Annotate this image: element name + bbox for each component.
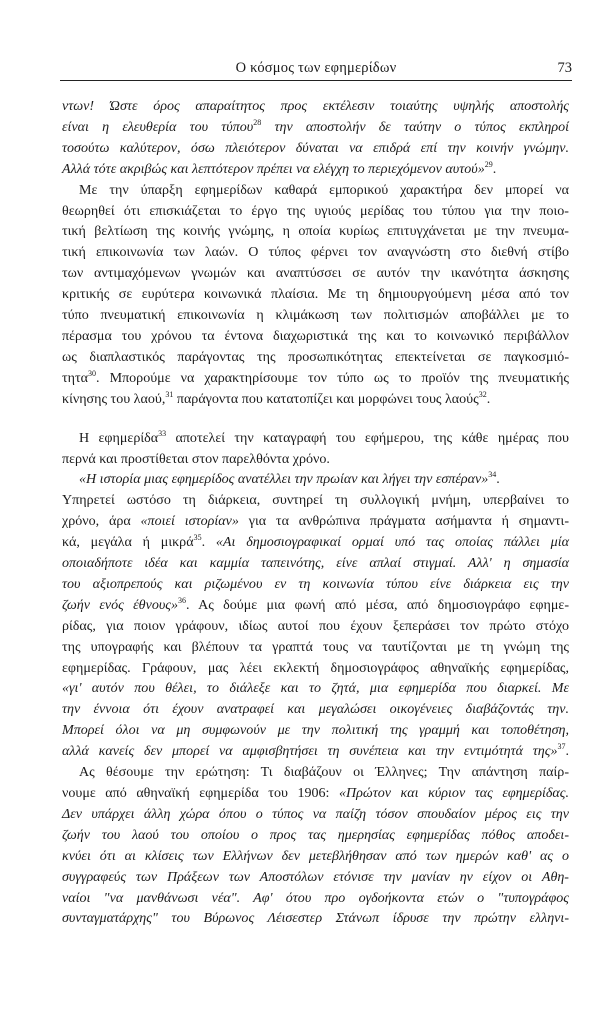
text-span: συνταγματάρχης" του Βύρωνος Λέισεστερ Στάνωπ ίδρυσε την πρώτην ελληνι- bbox=[62, 910, 569, 927]
text-span: είναι η ελευθερία του τύπου bbox=[62, 118, 254, 135]
text-span: . bbox=[201, 534, 216, 551]
text-line bbox=[62, 908, 569, 929]
text-line bbox=[62, 867, 569, 888]
text-span: Ας θέσουμε την ερώτηση: Τι διαβάζουν οι Έλληνες; Την απάντηση παίρ- bbox=[79, 764, 569, 781]
text-line bbox=[62, 658, 569, 679]
page-number: 73 bbox=[557, 60, 572, 76]
text-span: «Η ιστορία μιας εφημερίδος ανατέλλει την πρωίαν και λήγει την εσπέραν» bbox=[79, 471, 489, 488]
text-span: της υπογραφής και βλέπουν τα γραπτά τους να ταυτίζονται με τη γνώμη της bbox=[62, 638, 569, 655]
footnote-ref: 32 bbox=[478, 389, 487, 399]
text-line bbox=[62, 511, 569, 532]
text-line bbox=[62, 347, 569, 368]
text-line bbox=[62, 553, 569, 574]
text-span: τύπο πνευματική επικοινωνία η κλιμάκωση των πολιτισμών αποβάλλει με το bbox=[62, 307, 569, 324]
text-line bbox=[62, 138, 569, 159]
page-header bbox=[60, 58, 572, 81]
text-line bbox=[62, 449, 569, 470]
text-span: την αποστολήν δε ταύτην ο τύπος εκπληροί bbox=[261, 118, 570, 135]
text-span: ρίδας, για ποιον γράφουν, ιδίως αυτοί που έχουν ξεπεράσει τον πρώτο στόχο bbox=[62, 617, 569, 634]
text-span: περνά και προστίθεται στον παρελθόντα χρόνο. bbox=[62, 450, 330, 467]
text-span: κίνησης του λαού, bbox=[62, 390, 166, 407]
text-line bbox=[62, 159, 569, 180]
text-line bbox=[62, 305, 569, 326]
text-line bbox=[62, 389, 569, 410]
text-line bbox=[62, 825, 569, 846]
text-span: εφημερίδας. Γράφουν, μας λέει εκλεκτή δημοσιογράφος αθηναϊκής εφημερίδας, bbox=[62, 659, 569, 676]
text-span: τική επικοινωνία των λαών. Ο τύπος φέρνει τον αναγνώστη στο διεθνή στίβο bbox=[62, 244, 569, 261]
text-span: Δεν υπάρχει άλλη χώρα όπου ο τύπος να παίζη τόσον σπουδαίον μέρος εις την bbox=[62, 805, 569, 822]
paragraph-gap bbox=[62, 410, 569, 428]
text-span: Αλλά τότε ακριβώς και λεπτότερον πρέπει να ελέγχη το περιεχόμενον αυτού» bbox=[62, 160, 485, 177]
text-line bbox=[62, 532, 569, 553]
text-span: ζωήν ενός έθνους» bbox=[62, 596, 179, 613]
text-span: οποιαδήποτε ιδέα και καμμία ταπεινότης, είνε απλαί στιγμαί. Αλλ' η σημασία bbox=[62, 555, 569, 572]
footnote-ref: 35 bbox=[193, 533, 202, 543]
text-span: παράγοντα που κατατοπίζει και μορφώνει τους λαούς bbox=[173, 390, 479, 407]
text-line bbox=[62, 637, 569, 658]
text-line bbox=[62, 720, 569, 741]
footnote-ref: 34 bbox=[488, 470, 497, 480]
text-span: . Ας δούμε μια φωνή από μέσα, από δημοσιογράφο εφημε- bbox=[186, 596, 569, 613]
text-span: «ποιεί ιστορίαν» bbox=[140, 513, 239, 530]
footnote-ref: 28 bbox=[253, 117, 262, 127]
text-span: τητα bbox=[62, 369, 88, 386]
text-line bbox=[62, 490, 569, 511]
text-line bbox=[62, 699, 569, 720]
text-span: για τα ανθρώπινα πράγματα ασήμαντα ή σημαντι- bbox=[238, 513, 569, 530]
text-line bbox=[62, 368, 569, 389]
text-span: την έννοια ότι έχουν ανατραφεί και μεγαλώσει οικογένειες διαβάζοντάς την. bbox=[62, 701, 569, 718]
text-span: κά, μεγάλα ή μικρά bbox=[62, 534, 194, 551]
text-span: των αντιμαχόμενων γνωμών και αναπτύσσει σε αυτόν την ικανότητα άσκησης bbox=[62, 265, 569, 282]
text-line bbox=[62, 326, 569, 347]
text-line bbox=[62, 678, 569, 699]
text-line bbox=[62, 616, 569, 637]
text-span: Η εφημερίδα bbox=[79, 429, 159, 446]
text-span: τική βελτίωση της κοινής γνώμης, η οποία κυρίως επιτυγχάνεται με την πνευμα- bbox=[62, 223, 569, 240]
text-span: ως διαπλαστικός παράγοντας της προσωπικότητας επεκτείνεται σε παγκοσμιό- bbox=[62, 348, 569, 365]
footnote-ref: 36 bbox=[178, 595, 187, 605]
text-line bbox=[62, 96, 569, 117]
text-line bbox=[62, 221, 569, 242]
text-line bbox=[62, 242, 569, 263]
text-span: πέρασμα του χρόνου τα έντονα διαχωριστικά της και το κοινωνικό περιβάλλον bbox=[62, 327, 569, 344]
text-span: τοσούτω καλύτερον, όσω πλειότερον δύναται να επιδρά επί την κοινήν γνώμην. bbox=[62, 139, 569, 156]
text-line bbox=[62, 469, 569, 490]
text-span: «γι' αυτόν που θέλει, το διάλεξε και το ζητά, μια εφημερίδα που διαρκεί. Με bbox=[62, 680, 569, 697]
footnote-ref: 33 bbox=[158, 428, 167, 438]
text-span: . bbox=[496, 471, 500, 488]
text-span: θεωρηθεί ότι επισκιάζεται το έργο της υγιούς μερίδας του τύπου για την ποιο- bbox=[62, 202, 569, 219]
text-span: του αξιοπρεπούς και ριζωμένου εν τη κοινωνία τύπου είνε διάρκεια εις την bbox=[62, 575, 569, 592]
text-span: ζωήν του λαού του οποίου ο προς τας ημερησίας εφημερίδας πόθος αποδει- bbox=[62, 826, 569, 843]
text-line bbox=[62, 574, 569, 595]
text-line bbox=[62, 284, 569, 305]
text-span: ναίοι "να μανθάνωσι νέα". Αφ' ότου προ ογδοήκοντα ετών ο "τυπογράφος bbox=[62, 889, 569, 906]
text-line bbox=[62, 888, 569, 909]
text-line bbox=[62, 117, 569, 138]
text-span: αποτελεί την καταγραφή του εφήμερου, της κάθε ημέρας που bbox=[166, 429, 569, 446]
text-span: χρόνο, άρα bbox=[62, 513, 141, 530]
text-line bbox=[62, 741, 569, 762]
text-span: κριτικής σε ευρύτερα κοινωνικά πλαίσια. Με τη δημιουργούμενη μέσα από τον bbox=[62, 286, 569, 303]
text-line bbox=[62, 762, 569, 783]
text-span: . bbox=[492, 160, 497, 177]
text-line bbox=[62, 783, 569, 804]
text-line bbox=[62, 804, 569, 825]
text-line bbox=[62, 428, 569, 449]
text-span: ντων! Ώστε όρος απαραίτητος προς εκτέλεσιν τοιαύτης υψηλής αποστολής bbox=[62, 98, 569, 114]
text-span: . bbox=[565, 743, 569, 760]
text-line bbox=[62, 201, 569, 222]
footnote-ref: 30 bbox=[88, 368, 96, 378]
body-text bbox=[62, 96, 569, 929]
text-line bbox=[62, 846, 569, 867]
running-title: Ο κόσμος των εφημερίδων bbox=[235, 60, 397, 76]
text-span: Μπορεί όλοι να μη συμφωνούν με την πολιτική της γραμμή και τοποθέτηση, bbox=[62, 722, 569, 739]
text-span: «Πρώτον και κύριον τας εφημερίδας. bbox=[339, 785, 569, 801]
text-span: νουμε από αθηναϊκή εφημερίδα του 1906: bbox=[62, 785, 339, 801]
text-span: κνύει ότι αι κλίσεις των Ελλήνων δεν μετεβλήθησαν από των ημερών καθ' ας ο bbox=[62, 847, 569, 864]
text-span: . Μπορούμε να χαρακτηρίσουμε τον τύπο ως το προϊόν της πνευματικής bbox=[96, 369, 569, 386]
footnote-ref: 37 bbox=[557, 742, 566, 752]
text-line bbox=[62, 180, 569, 201]
footnote-ref: 29 bbox=[484, 159, 493, 169]
text-line bbox=[62, 595, 569, 616]
text-line bbox=[62, 263, 569, 284]
text-span: συγγραφεύς των Πράξεων των Αποστόλων ετόνισε την μανίαν ην είχον οι Αθη- bbox=[62, 868, 569, 885]
text-span: . bbox=[486, 390, 491, 407]
text-span: αλλά κανείς δεν μπορεί να αμφισβητήσει τη συνέπεια και την εντιμότητά της» bbox=[62, 743, 558, 760]
footnote-ref: 31 bbox=[165, 389, 174, 399]
text-span: Υπηρετεί ωστόσο τη διάρκεια, συντηρεί τη συλλογική μνήμη, υπερβαίνει το bbox=[62, 492, 569, 509]
text-span: «Αι δημοσιογραφικαί ορμαί υπό τας οποίας πάλλει μία bbox=[215, 534, 570, 551]
text-span: Με την ύπαρξη εφημερίδων καθαρά εμπορικού χαρακτήρα δεν μπορεί να bbox=[79, 181, 569, 198]
